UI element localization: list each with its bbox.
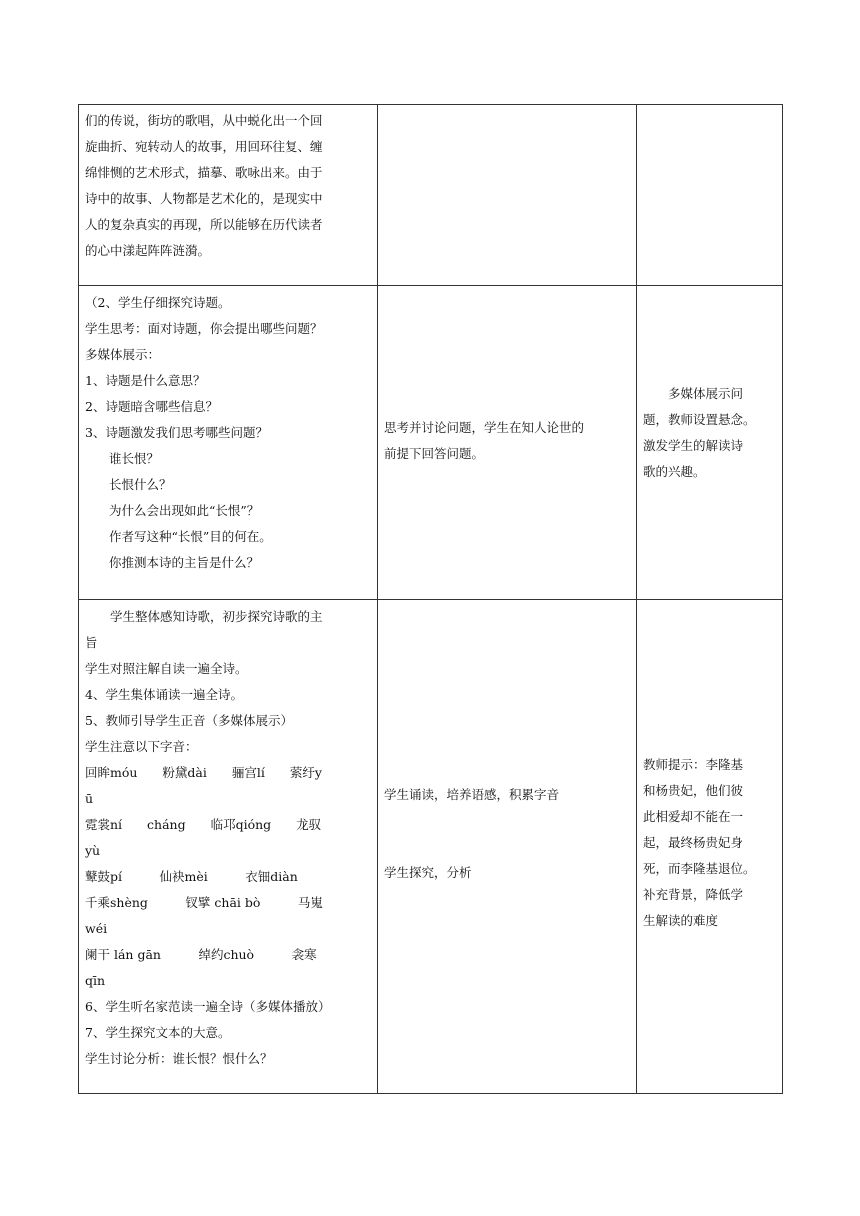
text-line: 学生诵读，培养语感，积累字音: [384, 787, 560, 802]
student-activity-cell: [378, 105, 637, 286]
text-line: 诗中的故事、人物都是艺术化的，是现实中: [85, 191, 323, 206]
text-line: 学生对照注解自读一遍全诗。: [85, 661, 248, 676]
text-line: 的心中漾起阵阵涟漪。: [85, 243, 211, 258]
pinyin-line: 阑干 lán gān 绰约chuò 衾寒: [85, 947, 317, 962]
pinyin-line: 回眸móu 粉黛dài 骊宫lí 萦纡y: [85, 765, 322, 780]
text-line: 你推测本诗的主旨是什么？: [109, 555, 260, 570]
pinyin-line: qīn: [85, 973, 106, 988]
text-line: 长恨什么？: [109, 477, 172, 492]
text-line: 前提下回答问题。: [384, 445, 485, 461]
pinyin-line: yù: [85, 843, 101, 858]
text-line: 1、诗题是什么意思？: [85, 373, 206, 388]
teaching-content-cell: [79, 105, 378, 286]
text-line: 作者写这种“长恨”目的何在。: [109, 529, 272, 544]
text-line: 们的传说，街坊的歌唱，从中蜕化出一个回: [85, 113, 323, 128]
text-line: 4、学生集体诵读一遍全诗。: [85, 687, 243, 702]
pinyin-line: 霓裳ní cháng 临邛qióng 龙驭: [85, 817, 322, 832]
text-line: 多媒体展示：: [85, 347, 161, 362]
text-line: 题，教师设置悬念。: [643, 411, 756, 427]
pinyin-line: 鼙鼓pí 仙袂mèi 衣钿diàn: [85, 869, 298, 884]
text-line: 学生整体感知诗歌，初步探究诗歌的主: [85, 609, 323, 624]
text-line: 绵悱恻的艺术形式，描摹、歌咏出来。由于: [85, 165, 323, 180]
table-row: [79, 286, 783, 600]
text-line: 教师提示：李隆基: [643, 757, 744, 772]
text-line: 此相爱却不能在一: [643, 809, 744, 824]
text-line: （2、学生仔细探究诗题。: [85, 295, 231, 310]
lesson-plan-table: [78, 104, 783, 1094]
design-intent-cell: [637, 105, 783, 286]
empty-cell-text: [637, 105, 782, 117]
teaching-content-cell: [79, 600, 378, 1094]
text-line: 生解读的难度: [643, 913, 719, 928]
table-row: [79, 600, 783, 1094]
text-line: 2、诗题暗含哪些信息？: [85, 399, 218, 414]
text-line: 歌的兴趣。: [643, 463, 706, 479]
student-activity-cell: [378, 286, 637, 600]
text-line: 多媒体展示问: [643, 385, 744, 401]
text-line: 旋曲折、宛转动人的故事，用回环往复、缠: [85, 139, 323, 154]
text-line: 学生讨论分析：谁长恨？恨什么？: [85, 1051, 273, 1066]
pinyin-line: wéi: [85, 921, 108, 936]
design-intent-cell: [637, 600, 783, 1094]
empty-cell-text: [378, 105, 636, 117]
text-line: 学生注意以下字音：: [85, 739, 198, 754]
text-line: 思考并讨论问题，学生在知人论世的: [384, 419, 585, 435]
text-line: 和杨贵妃，他们彼: [643, 783, 744, 798]
table-row: [79, 105, 783, 286]
text-line: 激发学生的解读诗: [643, 437, 744, 453]
text-line: 5、教师引导学生正音（多媒体展示）: [85, 713, 293, 728]
pinyin-line: 千乘shèng 钗擘 chāi bò 马嵬: [85, 895, 323, 910]
text-line: 补充背景，降低学: [643, 887, 744, 902]
student-activity-cell: [378, 600, 637, 1094]
text-line: 学生探究，分析: [384, 865, 472, 880]
text-line: 为什么会出现如此“长恨”？: [109, 503, 260, 518]
design-intent-cell: [637, 286, 783, 600]
teaching-content-cell: [79, 286, 378, 600]
text-line: 人的复杂真实的再现，所以能够在历代读者: [85, 217, 323, 232]
text-line: 3、诗题激发我们思考哪些问题？: [85, 425, 268, 440]
text-line: 谁长恨？: [109, 451, 160, 466]
text-line: 7、学生探究文本的大意。: [85, 1025, 231, 1040]
text-line: 死，而李隆基退位。: [643, 861, 756, 876]
pinyin-line: ū: [85, 791, 94, 806]
text-line: 学生思考：面对诗题，你会提出哪些问题？: [85, 321, 323, 336]
text-line: 旨: [85, 635, 98, 650]
text-line: 6、学生听名家范读一遍全诗（多媒体播放）: [85, 999, 331, 1014]
text-line: 起，最终杨贵妃身: [643, 835, 744, 850]
